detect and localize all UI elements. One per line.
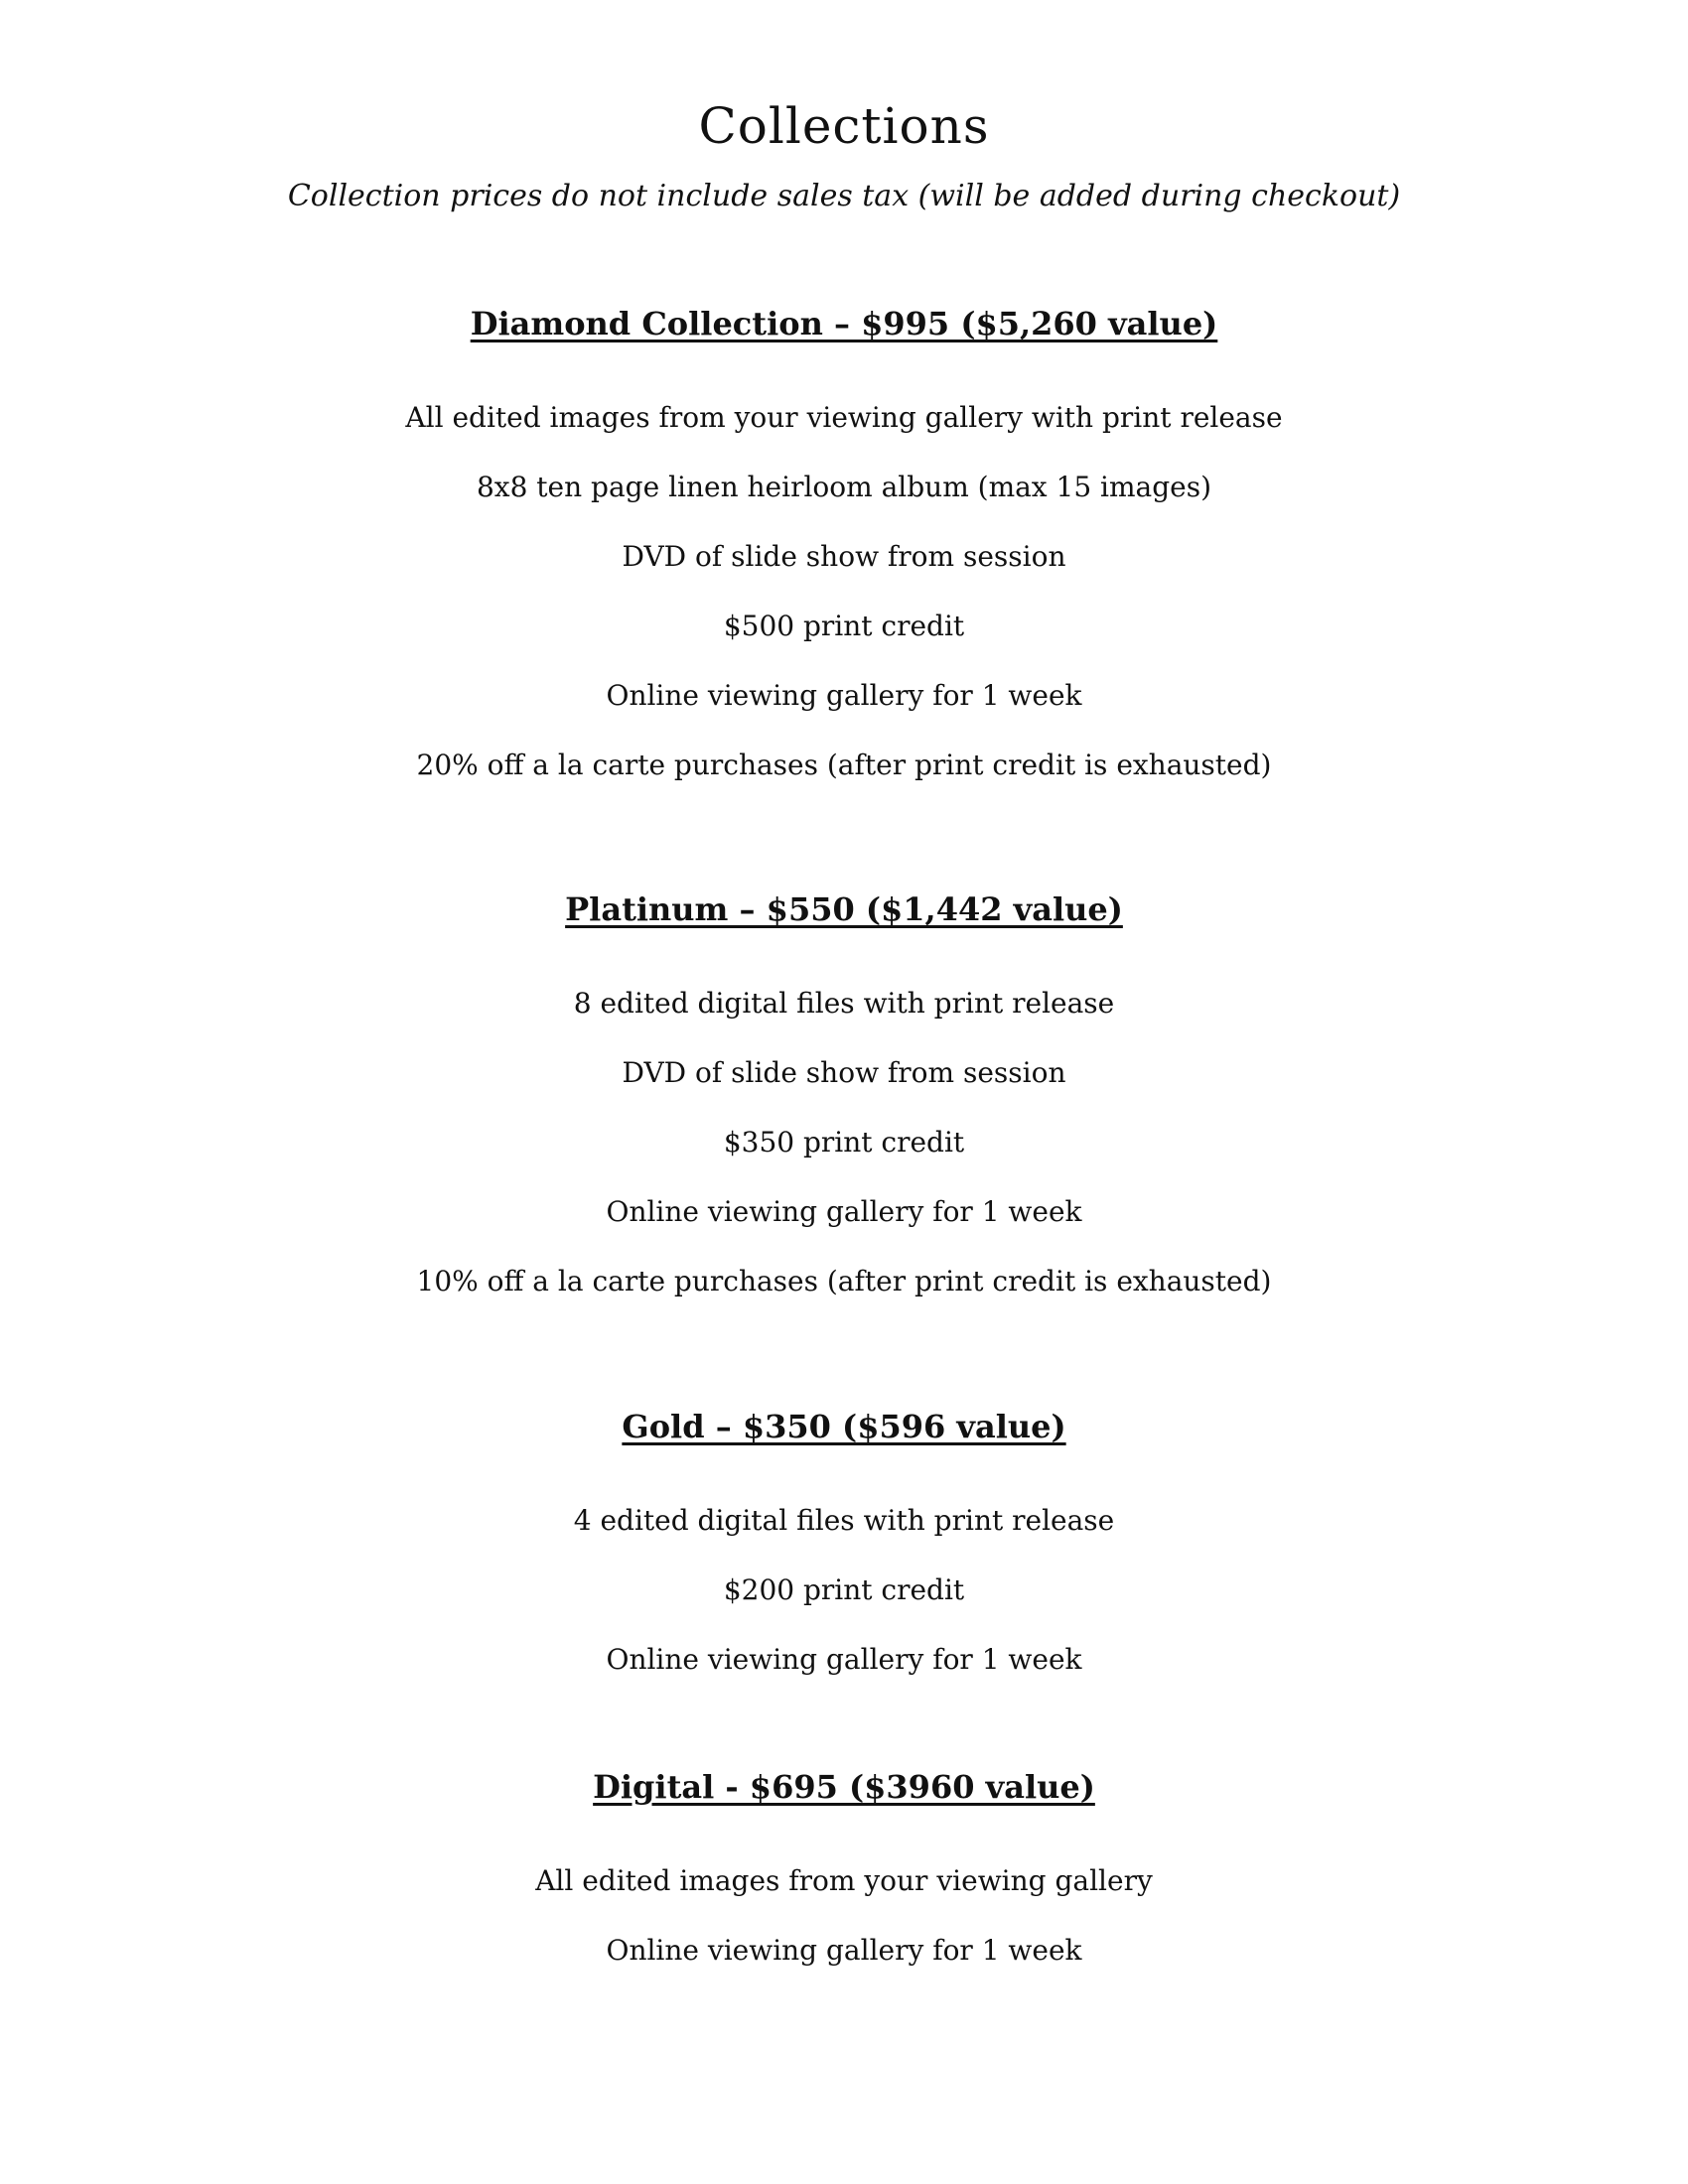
list-item: Online viewing gallery for 1 week: [606, 1195, 1082, 1228]
list-item: DVD of slide show from session: [622, 1056, 1066, 1089]
digital-collection-items: [0, 1846, 1688, 1985]
list-item: 8 edited digital files with print release: [573, 987, 1115, 1020]
digital-collection-section: [0, 1763, 1688, 1985]
digital-collection-heading: Digital - $695 ($3960 value): [593, 1768, 1095, 1806]
list-item: Online viewing gallery for 1 week: [606, 1643, 1082, 1676]
page-title: Collections: [698, 97, 990, 155]
list-item: $350 print credit: [723, 1126, 965, 1159]
list-item: $500 print credit: [723, 610, 965, 642]
list-item: Online viewing gallery for 1 week: [606, 679, 1082, 712]
diamond-collection-items: [0, 383, 1688, 800]
page-subtitle: Collection prices do not include sales tax (will be added during checkout): [287, 179, 1401, 213]
platinum-collection-items: [0, 969, 1688, 1316]
platinum-collection-section: [0, 886, 1688, 1316]
list-item: All edited images from your viewing gallery: [535, 1864, 1153, 1897]
platinum-collection-heading: Platinum – $550 ($1,442 value): [565, 890, 1123, 928]
gold-collection-items: [0, 1486, 1688, 1695]
list-item: 4 edited digital files with print release: [573, 1504, 1115, 1537]
list-item: DVD of slide show from session: [622, 540, 1066, 573]
list-item: Online viewing gallery for 1 week: [606, 1934, 1082, 1967]
list-item: All edited images from your viewing gallery with print release: [405, 401, 1283, 434]
list-item: 10% off a la carte purchases (after print credit is exhausted): [416, 1265, 1272, 1297]
list-item: 8x8 ten page linen heirloom album (max 15 images): [476, 471, 1212, 503]
gold-collection-heading: Gold – $350 ($596 value): [622, 1408, 1066, 1445]
diamond-collection-section: [0, 300, 1688, 800]
list-item: 20% off a la carte purchases (after print credit is exhausted): [416, 749, 1272, 781]
diamond-collection-heading: Diamond Collection – $995 ($5,260 value): [470, 305, 1218, 342]
gold-collection-section: [0, 1403, 1688, 1695]
list-item: $200 print credit: [723, 1573, 965, 1606]
